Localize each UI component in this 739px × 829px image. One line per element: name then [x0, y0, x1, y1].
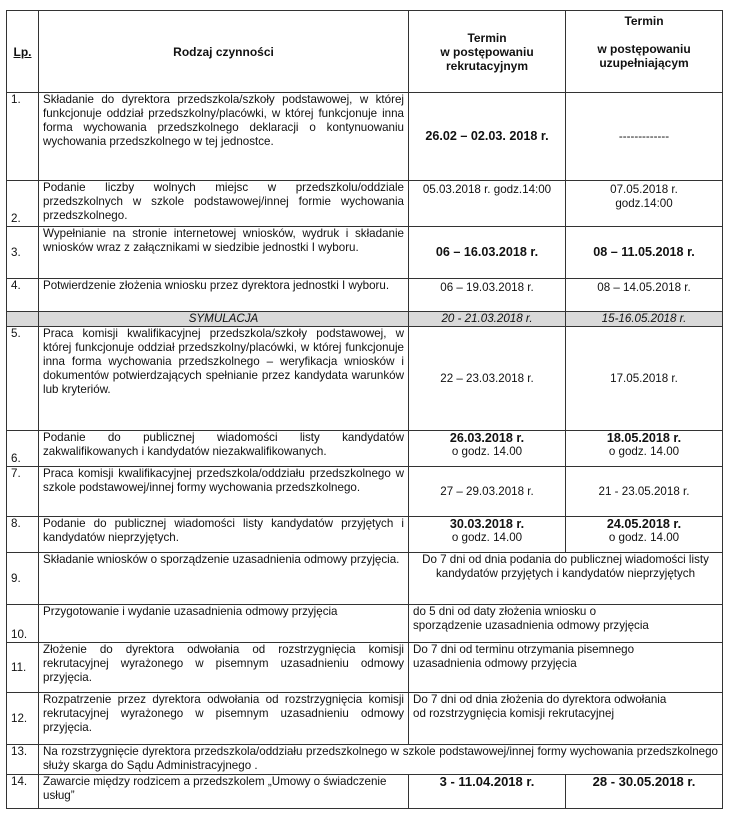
table-row [7, 693, 723, 745]
header-lp: Lp. [7, 11, 39, 93]
recruitment-schedule-table [6, 10, 723, 809]
row-number: 14. [7, 775, 39, 809]
term-main-time: o godz. 14.00 [451, 445, 523, 458]
table-row [7, 327, 723, 431]
table-row [7, 279, 723, 312]
term-supplementary: 21 - 23.05.2018 r. [566, 467, 723, 517]
row-number: 9. [7, 553, 39, 605]
row-description: Składanie do dyrektora przedszkola/szkoły podstawowej, w której funkcjonuje oddział przedszkolny/placówki, w której funkcjonuje inna forma wychowania przedszkolnego deklaracji o kontynuowaniu wychowania przedszkolnego w tej jednostce. [39, 93, 409, 181]
term-main [409, 775, 566, 809]
header-row [7, 11, 723, 93]
row-number: 6. [7, 431, 39, 467]
term-supp-date: 24.05.2018 r. [606, 517, 682, 531]
row-description: Potwierdzenie złożenia wniosku przez dyrektora jednostki I wyboru. [39, 279, 409, 312]
table-row [7, 93, 723, 181]
row-description: Złożenie do dyrektora odwołania od rozstrzygnięcia komisji rekrutacyjnej wyrażonego w pisemnym uzasadnieniu odmowy przyjęcia. [39, 643, 409, 693]
term-combined: do 5 dni od daty złożenia wniosku o sporządzenie uzasadnienia odmowy przyjęcia [409, 605, 723, 643]
row-description: Przygotowanie i wydanie uzasadnienia odmowy przyjęcia [39, 605, 409, 643]
table-row [7, 553, 723, 605]
row-number: 12. [7, 693, 39, 745]
row-number: 5. [7, 327, 39, 431]
table-row [7, 227, 723, 279]
term-supp-time: o godz. 14.00 [608, 445, 680, 458]
simulation-row [7, 312, 723, 327]
row-number: 3. [7, 227, 39, 279]
term-supplementary [566, 517, 723, 553]
term-supplementary [566, 775, 723, 809]
row-description: Praca komisji kwalifikacyjnej przedszkola/szkoły podstawowej, w której funkcjonuje oddział przedszkolny/placówki, w której funkcjonuje inna forma wychowania przedszkolnego – weryfikacja wniosków i dokumentów potwierdzających spełnianie przez kandydata warunków lub kryteriów. [39, 327, 409, 431]
header-term-supplementary: Termin w postępowaniu uzupełniającym [566, 11, 723, 93]
term-supp-value: 28 - 30.05.2018 r. [592, 774, 696, 789]
term-combined: Do 7 dni od dnia złożenia do dyrektora odwołania od rozstrzygnięcia komisji rekrutacyjnej [409, 693, 723, 745]
row-number: 1. [7, 93, 39, 181]
term-main-value: 05.03.2018 r. godz.14:00 [422, 183, 552, 196]
term-main-value: 06 – 16.03.2018 r. [435, 245, 539, 259]
header-activity: Rodzaj czynności [39, 11, 409, 93]
table-row [7, 643, 723, 693]
row-description: Podanie do publicznej wiadomości listy kandydatów przyjętych i kandydatów nieprzyjętych. [39, 517, 409, 553]
row-description: Rozpatrzenie przez dyrektora odwołania od rozstrzygnięcia komisji rekrutacyjnej wyrażonego w pisemnym uzasadnieniu odmowy przyjęcia. [39, 693, 409, 745]
term-supplementary [566, 93, 723, 181]
table-row [7, 517, 723, 553]
term-supp-time: o godz. 14.00 [608, 531, 680, 544]
simulation-label: SYMULACJA [39, 312, 409, 327]
term-supplementary [566, 227, 723, 279]
row-number: 2. [7, 181, 39, 227]
term-supplementary: 08 – 14.05.2018 r. [566, 279, 723, 312]
term-main: 22 – 23.03.2018 r. [409, 327, 566, 431]
row-number [7, 312, 39, 327]
term-main: 06 – 19.03.2018 r. [409, 279, 566, 312]
row-number: 8. [7, 517, 39, 553]
row-description: Podanie liczby wolnych miejsc w przedszkolu/oddziale przedszkolnych w szkole podstawowej/innej formie wychowania przedszkolnego. [39, 181, 409, 227]
header-term-main: Termin w postępowaniu rekrutacyjnym [409, 11, 566, 93]
row-number: 11. [7, 643, 39, 693]
row-description: Podanie do publicznej wiadomości listy kandydatów zakwalifikowanych i kandydatów niezakwalifikowanych. [39, 431, 409, 467]
term-supplementary [566, 431, 723, 467]
table-row [7, 467, 723, 517]
simulation-term-main: 20 - 21.03.2018 r. [409, 312, 566, 327]
row-description: Na rozstrzygnięcie dyrektora przedszkola/oddziału przedszkolnego w szkole podstawowej/innej formy wychowania przedszkolnego służy skarga do Sądu Administracyjnego . [39, 745, 723, 775]
term-supp-value: ------------- [618, 129, 670, 143]
term-main [409, 431, 566, 467]
table-row [7, 181, 723, 227]
term-main [409, 517, 566, 553]
row-number: 13. [7, 745, 39, 775]
table-row [7, 745, 723, 775]
term-main-date: 30.03.2018 r. [449, 517, 525, 531]
term-main: 27 – 29.03.2018 r. [409, 467, 566, 517]
table-row [7, 605, 723, 643]
term-main [409, 227, 566, 279]
term-supplementary: 07.05.2018 r. godz.14:00 [566, 181, 723, 227]
term-main [409, 181, 566, 227]
term-main-date: 26.03.2018 r. [449, 431, 525, 445]
table-row [7, 431, 723, 467]
term-supp-value: 08 – 11.05.2018 r. [593, 245, 695, 259]
row-description: Wypełnianie na stronie internetowej wniosków, wydruk i składanie wniosków wraz z załącznikami w siedzibie jednostki I wyboru. [39, 227, 409, 279]
term-main-time: o godz. 14.00 [451, 531, 523, 544]
term-main-value: 3 - 11.04.2018 r. [439, 774, 535, 789]
row-number: 10. [7, 605, 39, 643]
term-supp-date: 18.05.2018 r. [606, 431, 682, 445]
row-description: Praca komisji kwalifikacyjnej przedszkola/oddziału przedszkolnego w szkole podstawowej/innej formy wychowania przedszkolnego. [39, 467, 409, 517]
term-supplementary: 17.05.2018 r. [566, 327, 723, 431]
term-main [409, 93, 566, 181]
term-combined: Do 7 dni od dnia podania do publicznej wiadomości listy kandydatów przyjętych i kandydatów nieprzyjętych [409, 553, 723, 605]
simulation-term-supplementary: 15-16.05.2018 r. [566, 312, 723, 327]
row-description: Składanie wniosków o sporządzenie uzasadnienia odmowy przyjęcia. [39, 553, 409, 605]
row-description: Zawarcie między rodzicem a przedszkolem „Umowy o świadczenie usług” [39, 775, 409, 809]
row-number: 4. [7, 279, 39, 312]
term-combined: Do 7 dni od terminu otrzymania pisemnego uzasadnienia odmowy przyjęcia [409, 643, 723, 693]
row-number: 7. [7, 467, 39, 517]
term-main-value: 26.02 – 02.03. 2018 r. [425, 129, 549, 143]
table-row [7, 775, 723, 809]
